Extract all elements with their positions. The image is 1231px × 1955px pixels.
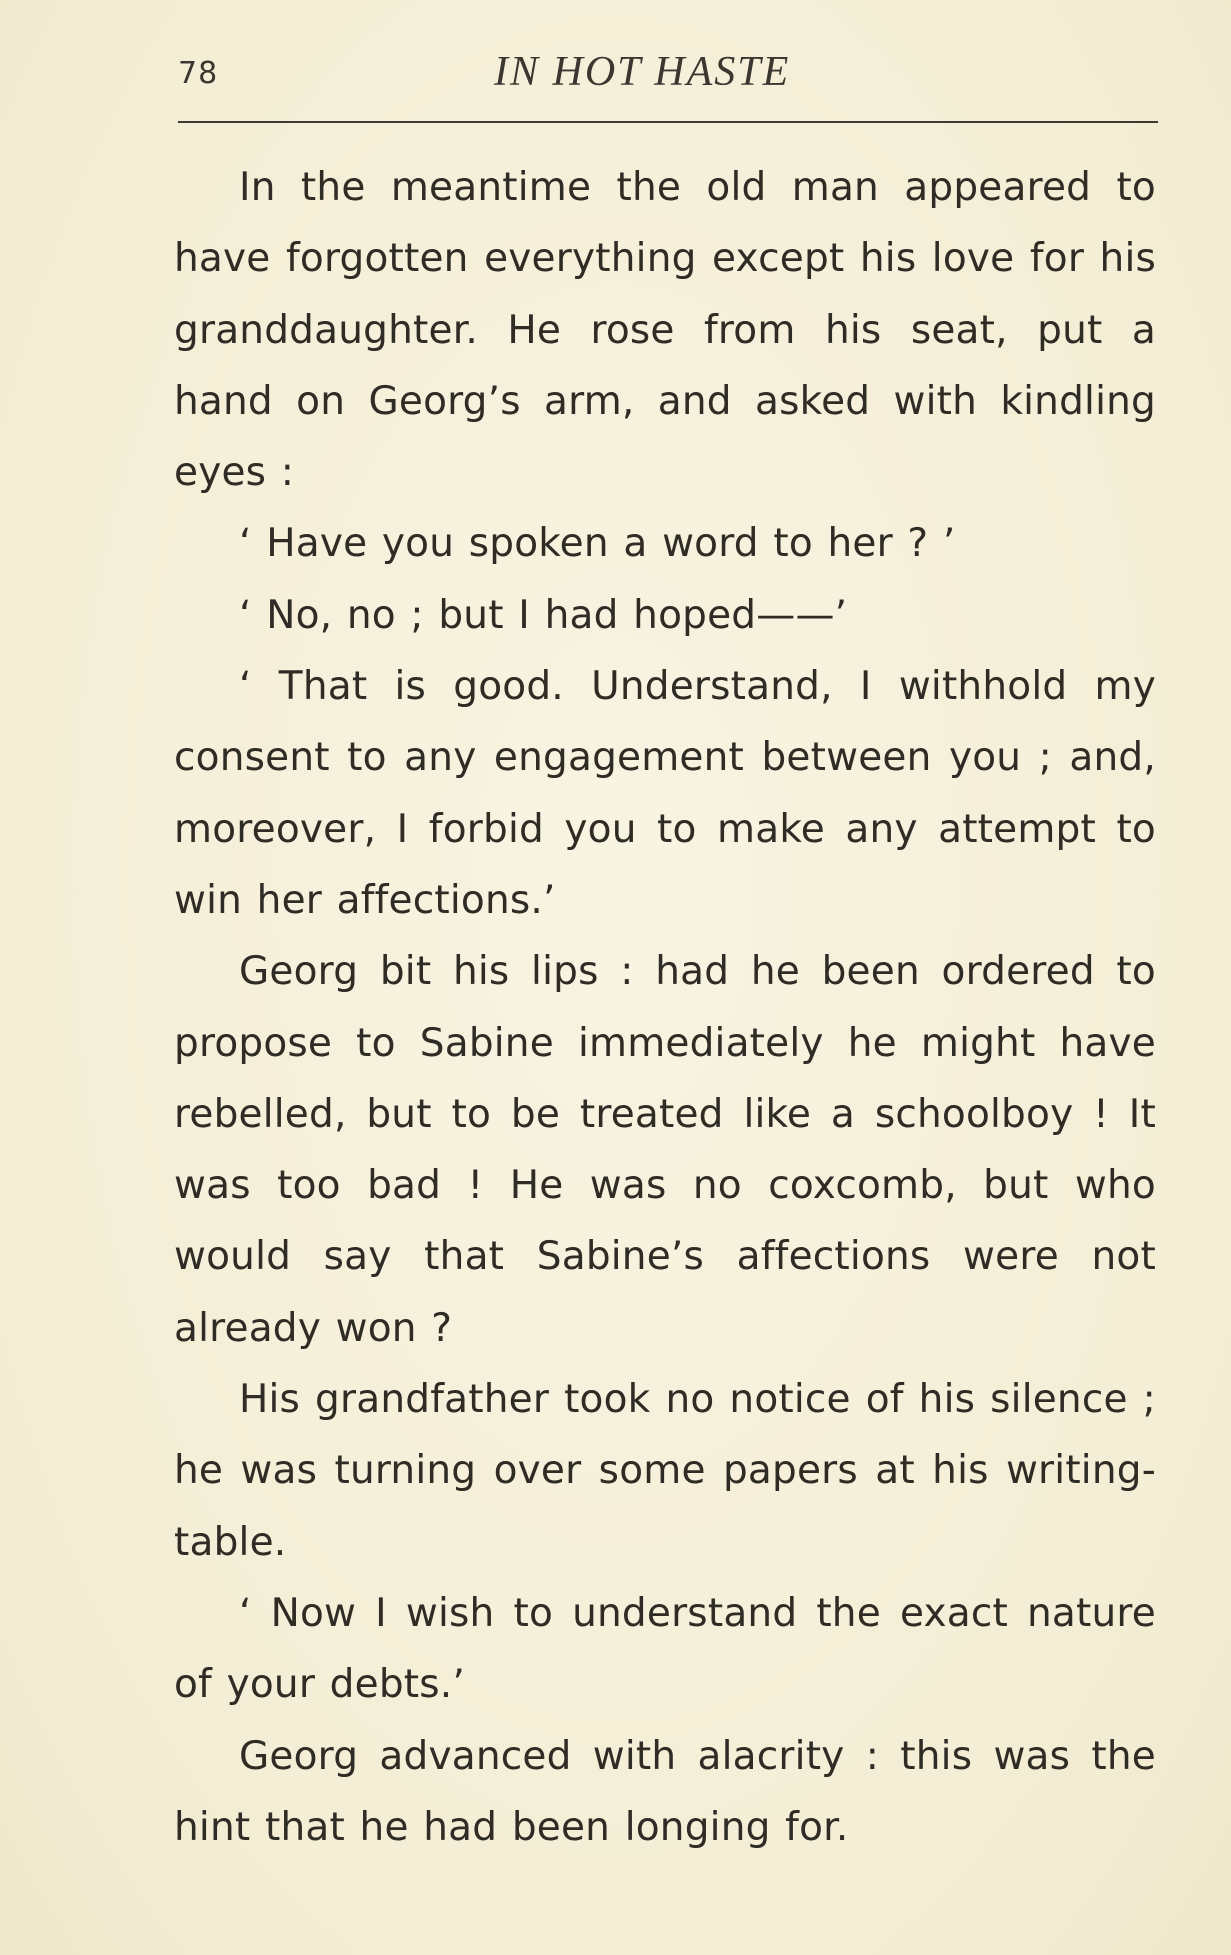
page-number: 78 [178, 56, 219, 91]
running-title: IN HOT HASTE [494, 49, 791, 95]
page-header [178, 44, 1158, 104]
paragraph: ‘ Now I wish to understand the exact nature of your debts.’ [174, 1590, 1156, 1708]
paragraph: ‘ Have you spoken a word to her ? ’ [239, 521, 956, 567]
paragraph: Georg bit his lips : had he been ordered to propose to Sabine immediately he might have rebelled, but to be treated like a schoolboy ! It was too bad ! He was no coxcomb, but who would say that Sabine’s affections were not already won ? [174, 949, 1156, 1351]
body-text [174, 152, 1156, 1863]
header-rule [178, 121, 1158, 123]
paragraph: ‘ That is good. Understand, I withhold my consent to any engagement between you ; and, moreover, I forbid you to make any attempt to win her affections.’ [174, 664, 1156, 923]
paragraph: ‘ No, no ; but I had hoped——’ [239, 592, 848, 638]
paragraph: His grandfather took no notice of his silence ; he was turning over some papers at his writing-table. [174, 1377, 1156, 1565]
paragraph: Georg advanced with alacrity : this was the hint that he had been longing for. [174, 1733, 1156, 1850]
paragraph: In the meantime the old man appeared to have forgotten everything except his love for his granddaughter. He rose from his seat, put a hand on Georg’s arm, and asked with kindling eyes : [174, 165, 1156, 496]
